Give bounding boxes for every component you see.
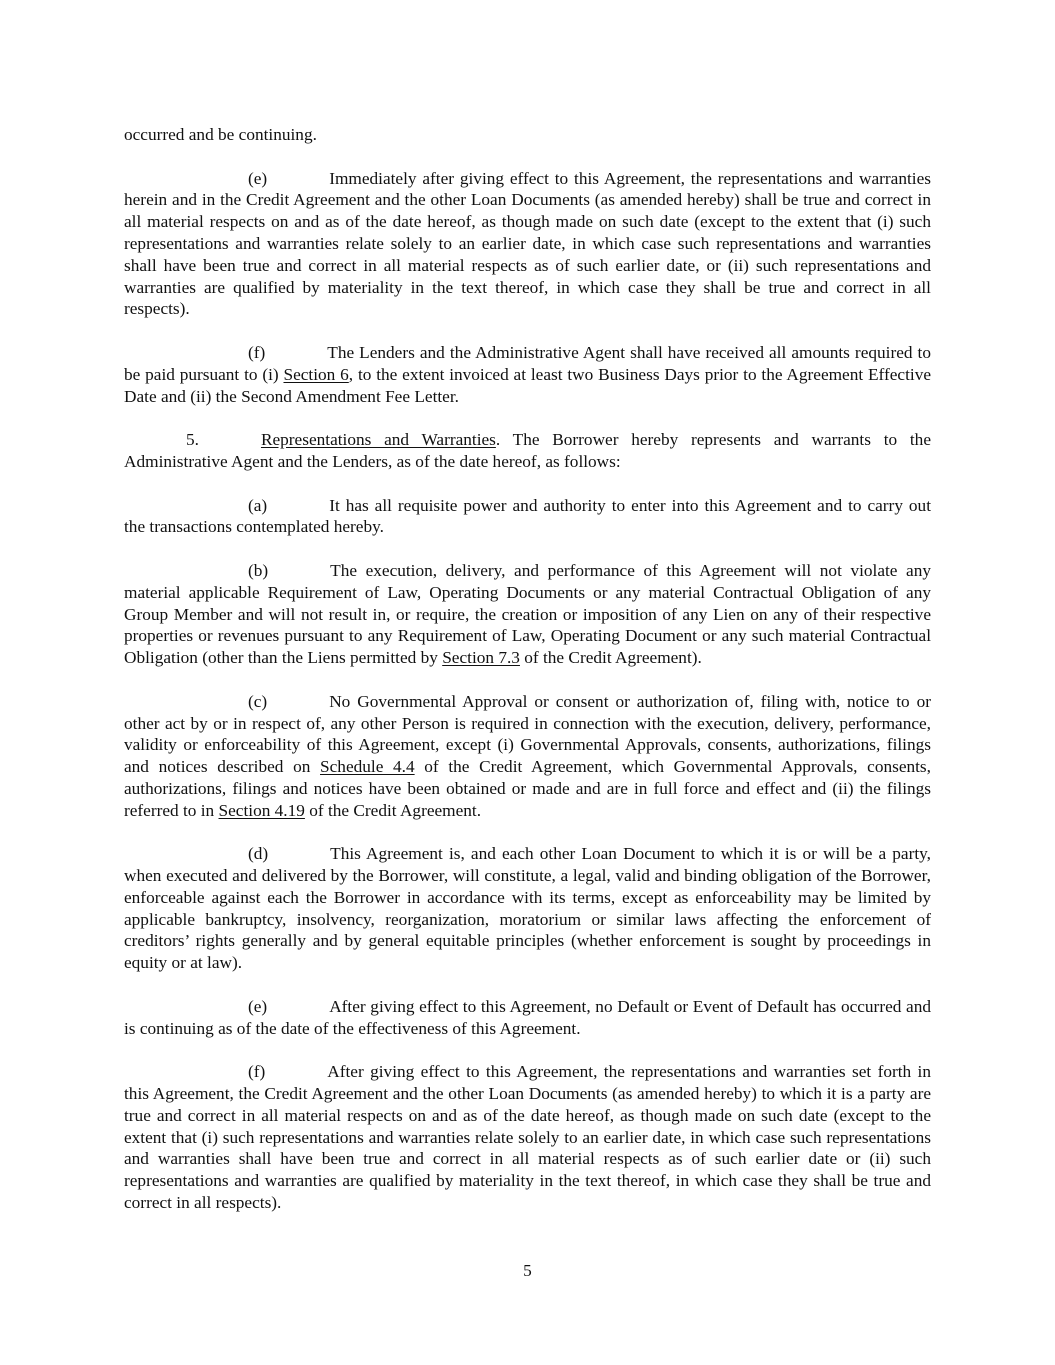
section-5-heading: Representations and Warranties (260, 430, 496, 450)
schedule-4-4-reference: Schedule 4.4 (320, 757, 415, 777)
rep-d-paragraph (124, 843, 931, 974)
condition-f-text-before: The Lenders and the Administrative Agent shall have received all amounts required to be paid pursuant to (i) (124, 342, 931, 384)
rep-d-text: This Agreement is, and each other Loan Document to which it is or will be a party, when executed and delivered by the Borrower, will constitute, a legal, valid and binding obligation of the Borrower, enforceable against each the Borrower in accordance with its terms, except as enforceability may be limited by applicable bankruptcy, insolvency, reorganization, moratorium or similar laws affecting the enforcement of creditors’ rights generally and by general equitable principles (whether enforcement is sought by proceedings in equity or at law). (124, 844, 931, 973)
document-page (124, 124, 931, 1236)
section-7-3-reference: Section 7.3 (442, 648, 520, 668)
continuation-paragraph (124, 124, 931, 146)
rep-a-text: It has all requisite power and authority to enter into this Agreement and to carry out the transactions contemplated hereby. (124, 495, 931, 537)
rep-e-text: After giving effect to this Agreement, no Default or Event of Default has occurred and is continuing as of the date of the effectiveness of this Agreement. (124, 996, 931, 1038)
section-5-paragraph (124, 429, 931, 473)
rep-c-text-before: No Governmental Approval or consent or authorization of, filing with, notice to or other act by or in respect of, any other Person is required in connection with the execution, delivery, performance, validity or enforceability of this Agreement, except (i) Governmental Approvals, consents, authorizations, filings and notices described on (124, 691, 931, 777)
section-5-intro: . The Borrower hereby represents and warrants to the Administrative Agent and the Lenders, as of the date hereof, as follows: (124, 430, 931, 471)
condition-e-paragraph (124, 168, 931, 321)
rep-d-label: (d) (248, 844, 269, 864)
condition-e-label: (e) (248, 168, 268, 188)
rep-b-paragraph (124, 560, 931, 669)
rep-f-text: After giving effect to this Agreement, the representations and warranties set forth in this Agreement, the Credit Agreement and the other Loan Documents (as amended hereby) to which it is a party are true and correct in all material respects on and as of the date hereof, as though made on such date (except to the extent that (i) such representations and warranties relate solely to an earlier date, in which case such representations and warranties shall have been true and correct in all material respects as of such earlier date or (ii) such representations and warranties are qualified by materiality in the text thereof, in which case they shall be true and correct in all respects). (124, 1062, 931, 1213)
condition-f-label: (f) (248, 342, 266, 362)
rep-f-paragraph (124, 1061, 931, 1214)
rep-f-label: (f) (248, 1062, 266, 1082)
condition-f-text-after: , to the extent invoiced at least two Business Days prior to the Agreement Effective Date and (ii) the Second Amendment Fee Letter. (124, 364, 932, 406)
rep-b-text-before: The execution, delivery, and performance of this Agreement will not violate any material applicable Requirement of Law, Operating Documents or any material Contractual Obligation of any Group Member and will not result in, or require, the creation or imposition of any Lien on any of their respective properties or revenues pursuant to any Requirement of Law, Operating Document or any such material Contractual Obligation (other than the Liens permitted by (124, 560, 931, 668)
condition-f-paragraph (124, 342, 931, 407)
rep-c-paragraph (124, 691, 931, 822)
rep-e-label: (e) (248, 996, 268, 1016)
section-4-19-reference: Section 4.19 (218, 800, 305, 820)
rep-c-label: (c) (248, 691, 268, 711)
continuation-text: occurred and be continuing. (124, 125, 317, 144)
section-5-number: 5. (186, 430, 199, 450)
condition-e-text: Immediately after giving effect to this Agreement, the representations and warranties herein and in the Credit Agreement and the other Loan Documents (as amended hereby) shall be true and correct in all material respects on and as of the date hereof, as though made on such date (except to the extent that (i) such representations and warranties relate solely to an earlier date, in which case such representations and warranties shall have been true and correct in all material respects as of such earlier date, or (ii) such representations and warranties are qualified by materiality in the text thereof, in which case they shall be true and correct in all respects). (124, 168, 931, 319)
rep-a-label: (a) (248, 495, 268, 515)
rep-b-text-after: of the Credit Agreement). (519, 648, 702, 668)
section-6-reference: Section 6 (283, 364, 349, 384)
rep-b-label: (b) (248, 560, 269, 580)
rep-c-text-middle: of the Credit Agreement, which Governmental Approvals, consents, authorizations, filings and notices have been obtained or made and are in full force and effect and (ii) the filings referred to in (124, 757, 931, 820)
rep-e-paragraph (124, 996, 931, 1040)
rep-c-text-after: of the Credit Agreement. (304, 800, 482, 820)
rep-a-paragraph (124, 495, 931, 539)
page-number: 5 (523, 1261, 532, 1280)
